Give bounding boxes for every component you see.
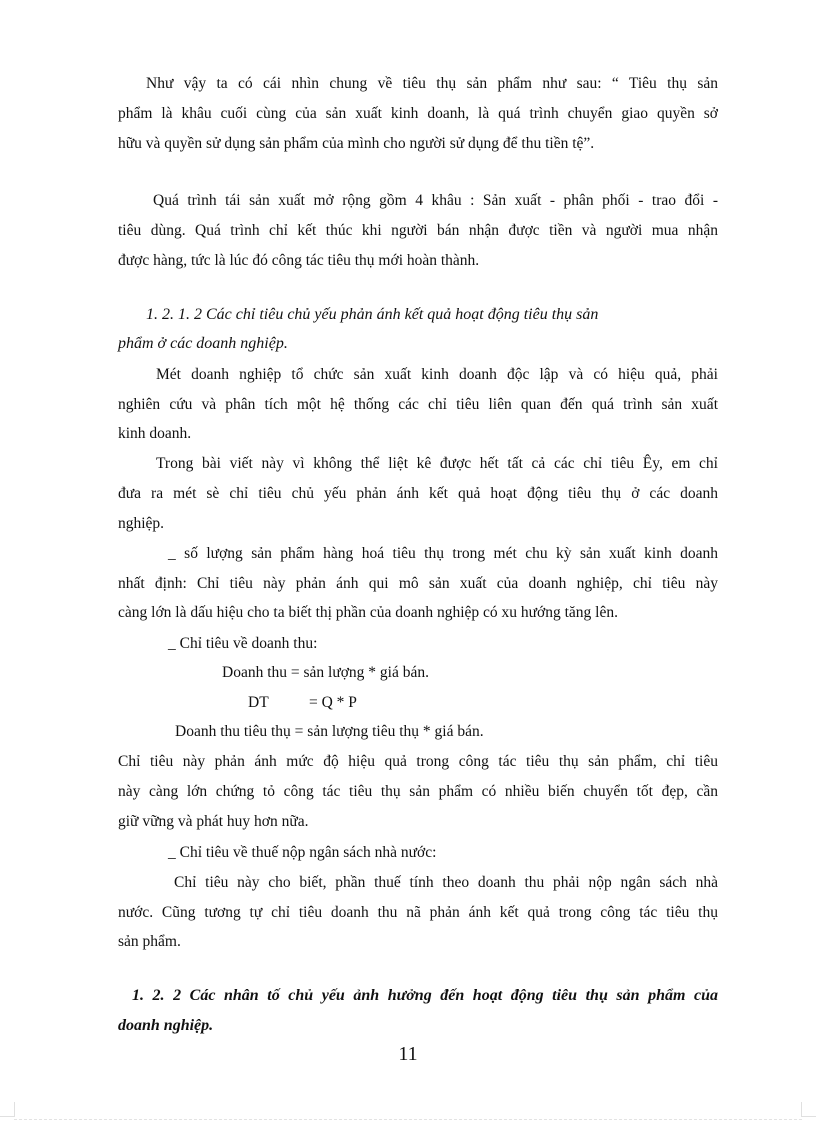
paragraph-line: này càng lớn chứng tỏ công tác tiêu thụ sản phẩm có nhiều biến chuyển tốt đẹp, cần — [118, 783, 718, 800]
page-number: 11 — [398, 1043, 418, 1065]
paragraph-line: Mét doanh nghiệp tổ chức sản xuất kinh doanh độc lập và có hiệu quả, phải — [156, 366, 718, 383]
indicator-heading: _ Chỉ tiêu về thuế nộp ngân sách nhà nước: — [168, 844, 437, 861]
paragraph-line: được hàng, tức là lúc đó công tác tiêu thụ mới hoàn thành. — [118, 252, 480, 269]
paragraph-line: Quá trình tái sản xuất mở rộng gồm 4 khâu : Sản xuất - phân phối - trao đổi - — [153, 192, 718, 209]
paragraph-line: Trong bài viết này vì không thể liệt kê được hết tất cả các chỉ tiêu Êy, em chỉ — [156, 455, 718, 472]
paragraph-line: sản phẩm. — [118, 933, 181, 950]
section-heading: phẩm ở các doanh nghiệp. — [118, 335, 288, 352]
paragraph-line: nước. Cũng tương tự chỉ tiêu doanh thu nã phản ánh kết quả trong công tác tiêu thụ — [118, 904, 718, 921]
formula-line: Doanh thu tiêu thụ = sản lượng tiêu thụ * giá bán. — [175, 723, 484, 740]
paragraph-line: nghiên cứu và phân tích một hệ thống các chỉ tiêu liên quan đến quá trình sản xuất — [118, 396, 718, 413]
section-heading: doanh nghiệp. — [118, 1017, 214, 1034]
page-corner-mark — [0, 1102, 15, 1117]
paragraph-line: kinh doanh. — [118, 425, 192, 442]
formula-symbol: DT — [248, 694, 269, 711]
paragraph-line: Như vậy ta có cái nhìn chung về tiêu thụ sản phẩm như sau: “ Tiêu thụ sản — [146, 75, 718, 92]
formula-line: Doanh thu = sản lượng * giá bán. — [222, 664, 430, 681]
paragraph-line: Chỉ tiêu này phản ánh mức độ hiệu quả trong công tác tiêu thụ sản phẩm, chỉ tiêu — [118, 753, 718, 770]
paragraph-line: Chỉ tiêu này cho biết, phần thuế tính theo doanh thu phải nộp ngân sách nhà — [174, 874, 718, 891]
section-heading: 1. 2. 2 Các nhân tố chủ yếu ảnh hưởng đến hoạt động tiêu thụ sản phẩm của — [132, 987, 718, 1004]
indicator-heading: _ Chỉ tiêu về doanh thu: — [168, 635, 318, 652]
section-heading: 1. 2. 1. 2 Các chỉ tiêu chủ yếu phản ánh kết quả hoạt động tiêu thụ sản — [146, 306, 599, 323]
paragraph-line: hữu và quyền sử dụng sản phẩm của mình cho người sử dụng để thu tiền tệ”. — [118, 135, 595, 152]
paragraph-line: _ số lượng sản phẩm hàng hoá tiêu thụ trong mét chu kỳ sản xuất kinh doanh — [168, 545, 718, 562]
paragraph-line: càng lớn là dấu hiệu cho ta biết thị phần của doanh nghiệp có xu hướng tăng lên. — [118, 604, 618, 621]
paragraph-line: phẩm là khâu cuối cùng của sản xuất kinh doanh, là quá trình chuyển giao quyền sở — [118, 105, 718, 122]
paragraph-line: nghiệp. — [118, 515, 165, 532]
formula-expression: = Q * P — [309, 694, 357, 711]
page-corner-mark — [801, 1102, 816, 1117]
page-bottom-rule — [14, 1119, 802, 1120]
paragraph-line: tiêu dùng. Quá trình chỉ kết thúc khi người bán nhận được tiền và người mua nhận — [118, 222, 718, 239]
paragraph-line: giữ vững và phát huy hơn nữa. — [118, 813, 309, 830]
paragraph-line: nhất định: Chỉ tiêu này phản ánh qui mô sản xuất của doanh nghiệp, chỉ tiêu này — [118, 575, 718, 592]
paragraph-line: đưa ra mét sè chỉ tiêu chủ yếu phản ánh kết quả hoạt động tiêu thụ ở các doanh — [118, 485, 718, 502]
